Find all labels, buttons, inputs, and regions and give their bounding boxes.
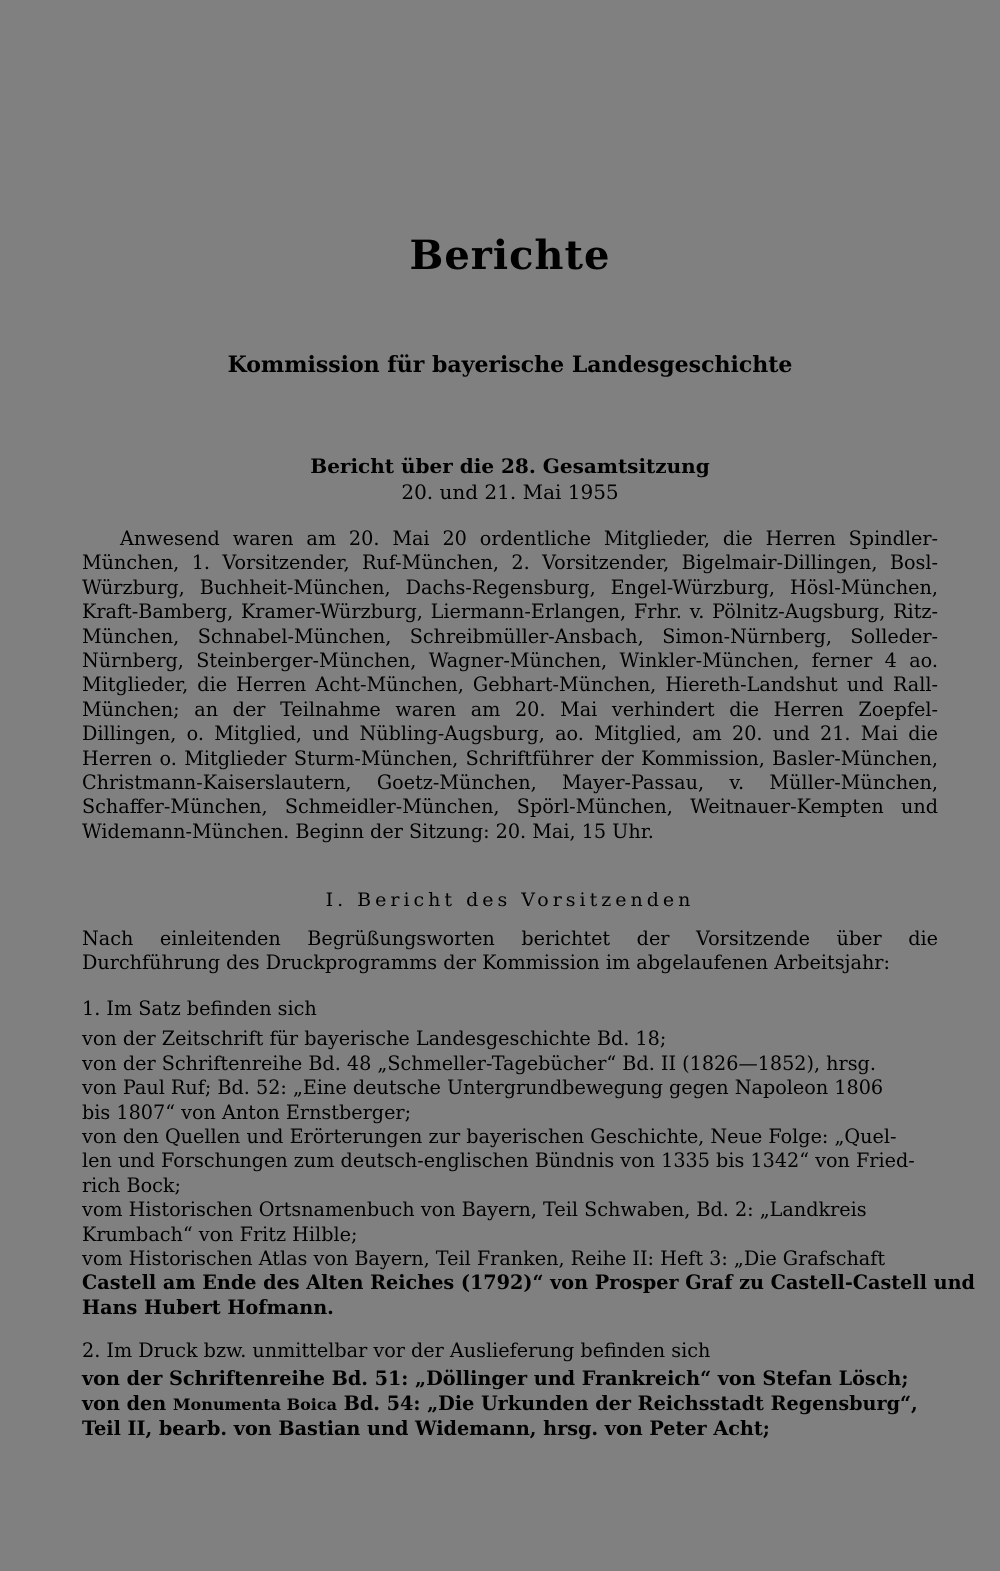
report-date: 20. und 21. Mai 1955: [401, 480, 619, 504]
list-item: vom Historischen Atlas von Bayern, Teil Franken, Reihe II: Heft 3: „Die Grafschaft: [82, 1247, 886, 1271]
page-title: Berichte: [409, 232, 611, 279]
list-item-suffix: Bd. 54: „Die Urkunden der Reichsstadt Regensburg“,: [343, 1391, 918, 1415]
list-item: [82, 1392, 938, 1417]
list-item: Krumbach“ von Fritz Hilble;: [82, 1222, 358, 1246]
list-item: Teil II, bearb. von Bastian und Widemann, hrsg. von Peter Acht;: [82, 1417, 770, 1441]
list-item: len und Forschungen zum deutsch-englischen Bündnis von 1335 bis 1342“ von Fried-: [82, 1149, 915, 1173]
list-item: rich Bock;: [82, 1173, 182, 1197]
series-name: Monumenta Boica: [172, 1394, 337, 1414]
list-item: bis 1807“ von Anton Ernstberger;: [82, 1100, 412, 1124]
list-item: Castell am Ende des Alten Reiches (1792)“ von Prosper Graf zu Castell-Castell und: [82, 1271, 975, 1295]
list-printing: [82, 1339, 938, 1442]
list-typesetting: [82, 997, 975, 1320]
list-header: 1. Im Satz befinden sich: [82, 997, 317, 1020]
document-page: [82, 0, 975, 1571]
section-title: Kommission für bayerische Landesgeschichte: [227, 352, 793, 378]
report-title: Bericht über die 28. Gesamtsitzung: [310, 454, 710, 478]
intro-paragraph: Nach einleitenden Begrüßungsworten berichtet der Vorsitzende über die Durchführung des Druckprogramms der Kommission im abgelaufenen Arbeitsjahr:: [82, 927, 938, 975]
list-header: 2. Im Druck bzw. unmittelbar vor der Auslieferung befinden sich: [82, 1339, 711, 1362]
list-item: Hans Hubert Hofmann.: [82, 1295, 334, 1319]
attendance-paragraph: Anwesend waren am 20. Mai 20 ordentliche Mitglieder, die Herren Spindler-München, 1. Vorsitzender, Ruf-München, 2. Vorsitzender, Bigelmair-Dillingen, Bosl-Würzburg, Buchheit-München, Dachs-Regensburg, Engel-Würzburg, Hösl-München, Kraft-Bamberg, Kramer-Würzburg, Liermann-Erlangen, Frhr. v. Pölnitz-Augsburg, Ritz-München, Schnabel-München, Schreibmüller-Ansbach, Simon-Nürnberg, Solleder-Nürnberg, Steinberger-München, Wagner-München, Winkler-München, ferner 4 ao. Mitglieder, die Herren Acht-München, Gebhart-München, Hiereth-Landshut und Rall-München; an der Teilnahme waren am 20. Mai verhindert die Herren Zoepfel-Dillingen, o. Mitglied, und Nübling-Augsburg, ao. Mitglied, am 20. und 21. Mai die Herren o. Mitglieder Sturm-München, Schriftführer der Kommission, Basler-München, Christmann-Kaiserslautern, Goetz-München, Mayer-Passau, v. Müller-München, Schaffer-München, Schmeidler-München, Spörl-München, Weitnauer-Kempten und Widemann-München. Beginn der Sitzung: 20. Mai, 15 Uhr.: [82, 527, 938, 843]
list-item: von der Schriftenreihe Bd. 51: „Döllinger und Frankreich“ von Stefan Lösch;: [82, 1367, 909, 1391]
list-item-prefix: von den: [82, 1391, 167, 1415]
list-item: von der Schriftenreihe Bd. 48 „Schmeller-Tagebücher“ Bd. II (1826—1852), hrsg.: [82, 1051, 876, 1075]
list-item: von Paul Ruf; Bd. 52: „Eine deutsche Untergrundbewegung gegen Napoleon 1806: [82, 1076, 884, 1100]
report-heading: [82, 453, 938, 505]
list-item: von den Quellen und Erörterungen zur bayerischen Geschichte, Neue Folge: „Quel-: [82, 1125, 897, 1149]
list-item: vom Historischen Ortsnamenbuch von Bayern, Teil Schwaben, Bd. 2: „Landkreis: [82, 1198, 867, 1222]
chairman-report-heading: I. Bericht des Vorsitzenden: [325, 889, 695, 911]
list-item: von der Zeitschrift für bayerische Landesgeschichte Bd. 18;: [82, 1027, 667, 1051]
